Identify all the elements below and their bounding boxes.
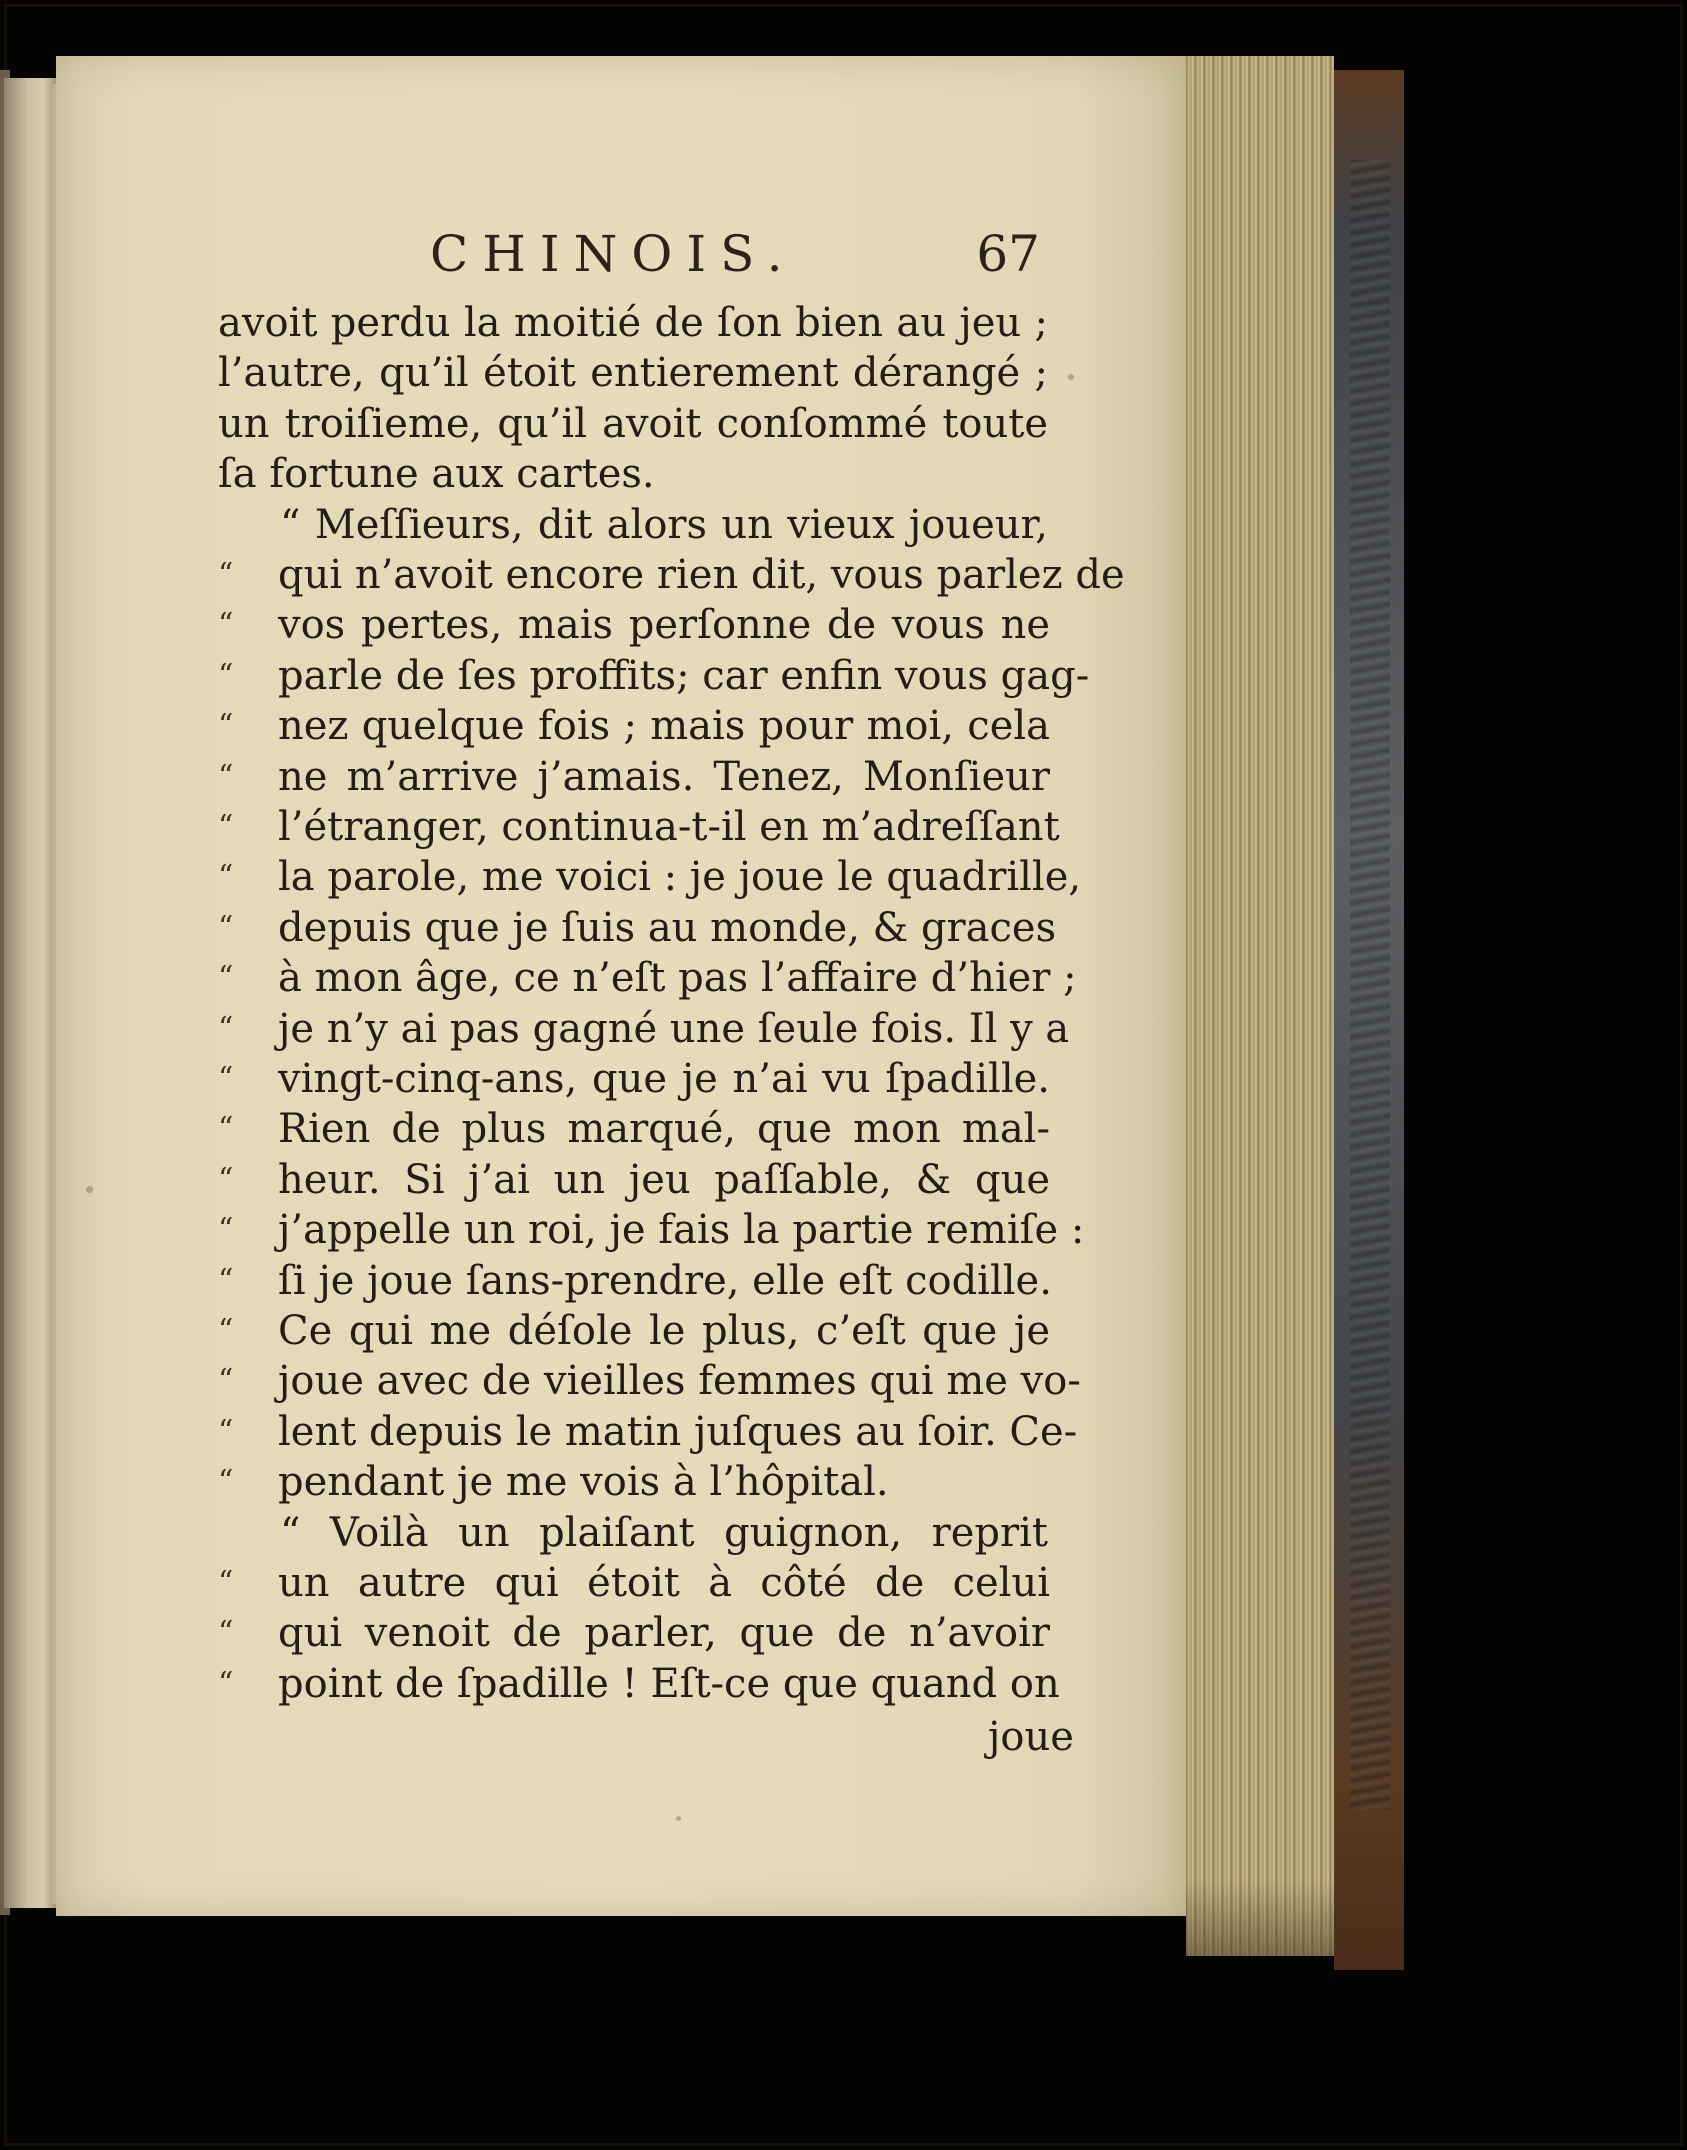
text-line [218, 1205, 1085, 1255]
paper-speck [86, 1186, 93, 1193]
line-text: un troiſieme, qu’il avoit conſommé toute [218, 400, 1048, 447]
text-line [218, 449, 1078, 499]
line-text: ne m’arrive j’amais. Tenez, Monſieur [278, 753, 1050, 800]
quote-mark: “ [218, 1161, 234, 1197]
text-line [218, 752, 1078, 802]
text-line [218, 651, 1090, 701]
text-line [218, 1457, 1078, 1507]
quote-mark: “ [218, 909, 234, 945]
line-text: Ce qui me déſole le plus, c’eſt que je [278, 1308, 1050, 1354]
line-text: lent depuis le matin juſques au ſoir. Ce- [278, 1408, 1078, 1455]
text-line [218, 600, 1078, 650]
line-text: j’appelle un roi, je fais la partie remiſe : [278, 1207, 1085, 1254]
line-text: l’étranger, continua-t-il en m’adreſſant [278, 804, 1060, 850]
line-text: “ Voilà un plaiſant guignon, reprit [280, 1509, 1048, 1556]
line-text: heur. Si j’ai un jeu paſſable, & que [278, 1156, 1050, 1203]
line-text: ſi je joue ſans-prendre, elle eſt codille. [278, 1257, 1052, 1304]
page-number: 67 [976, 225, 1040, 283]
text-line [218, 1659, 1078, 1709]
quote-mark: “ [218, 1061, 234, 1096]
text-line [218, 298, 1078, 348]
quote-mark: “ [218, 708, 234, 744]
text-line [218, 1155, 1078, 1205]
quote-mark: “ [218, 1363, 234, 1399]
text-line [218, 1306, 1078, 1356]
line-text: joue avec de vieilles femmes qui me vo- [278, 1358, 1081, 1405]
text-line [218, 802, 1078, 852]
text-line [218, 399, 1078, 449]
previous-page [4, 78, 56, 1908]
quote-mark: “ [218, 1413, 234, 1449]
line-text: Rien de plus marqué, que mon mal- [278, 1106, 1050, 1153]
line-text: je n’y ai pas gagné une ſeule fois. Il y a [278, 1005, 1070, 1052]
quote-mark: “ [218, 1010, 234, 1046]
quote-mark: “ [218, 1313, 234, 1348]
text-line [218, 500, 1078, 550]
line-text: parle de ſes proffits; car enfin vous gag- [278, 652, 1090, 699]
text-line [218, 1558, 1078, 1608]
text-line [218, 1054, 1078, 1104]
quote-mark: “ [218, 557, 234, 592]
line-text: ſa fortune aux cartes. [218, 451, 655, 498]
quote-mark: “ [218, 809, 234, 844]
paper-speck [676, 1816, 681, 1821]
text-line [218, 1608, 1078, 1658]
line-text: qui venoit de parler, que de n’avoir [278, 1610, 1050, 1657]
line-text: l’autre, qu’il étoit entierement dérangé ; [218, 350, 1048, 397]
text-line [218, 1104, 1078, 1154]
text-line [218, 1356, 1081, 1406]
line-text: pendant je me vois à l’hôpital. [278, 1459, 889, 1506]
line-text: la parole, me voici : je joue le quadrille, [278, 854, 1082, 901]
page-header [430, 225, 1050, 305]
quote-mark: “ [218, 607, 234, 643]
quote-mark: “ [218, 1565, 234, 1600]
line-text: avoit perdu la moitié de ſon bien au jeu ; [218, 300, 1048, 346]
catchword: joue [988, 1714, 1074, 1760]
line-text: “ Meſſieurs, dit alors un vieux joueur, [280, 501, 1048, 548]
fore-edge-shadow [1186, 1880, 1334, 1956]
line-text: vingt-cinq-ans, que je n’ai vu ſpadille. [278, 1056, 1050, 1102]
quote-mark: “ [218, 1615, 234, 1651]
quote-mark: “ [218, 1262, 234, 1298]
text-line [218, 953, 1078, 1003]
cover-marbling [1350, 160, 1390, 1810]
line-text: depuis que je ſuis au monde, & graces [278, 904, 1057, 951]
quote-mark: “ [218, 1111, 234, 1147]
text-line [218, 1508, 1078, 1558]
quote-mark: “ [218, 657, 234, 693]
text-line [218, 852, 1082, 902]
line-text: nez quelque fois ; mais pour moi, cela [278, 703, 1050, 750]
quote-mark: “ [218, 859, 234, 895]
text-line [218, 1407, 1078, 1457]
text-line [218, 701, 1078, 751]
page-fore-edge [1186, 56, 1334, 1956]
text-line [218, 1256, 1078, 1306]
line-text: un autre qui étoit à côté de celui [278, 1560, 1050, 1606]
line-text: qui n’avoit encore rien dit, vous parlez de [278, 552, 1125, 598]
running-title: CHINOIS. [430, 225, 797, 283]
line-text: à mon âge, ce n’eſt pas l’affaire d’hier ; [278, 955, 1077, 1002]
text-line [218, 903, 1078, 953]
text-line [218, 1004, 1078, 1054]
text-line [218, 550, 1125, 600]
line-text: vos pertes, mais perſonne de vous ne [278, 602, 1050, 649]
quote-mark: “ [218, 758, 234, 794]
line-text: point de ſpadille ! Eſt-ce que quand on [278, 1660, 1060, 1707]
quote-mark: “ [218, 1212, 234, 1248]
quote-mark: “ [218, 1464, 234, 1500]
text-line [218, 348, 1078, 398]
quote-mark: “ [218, 1665, 234, 1701]
quote-mark: “ [218, 960, 234, 996]
